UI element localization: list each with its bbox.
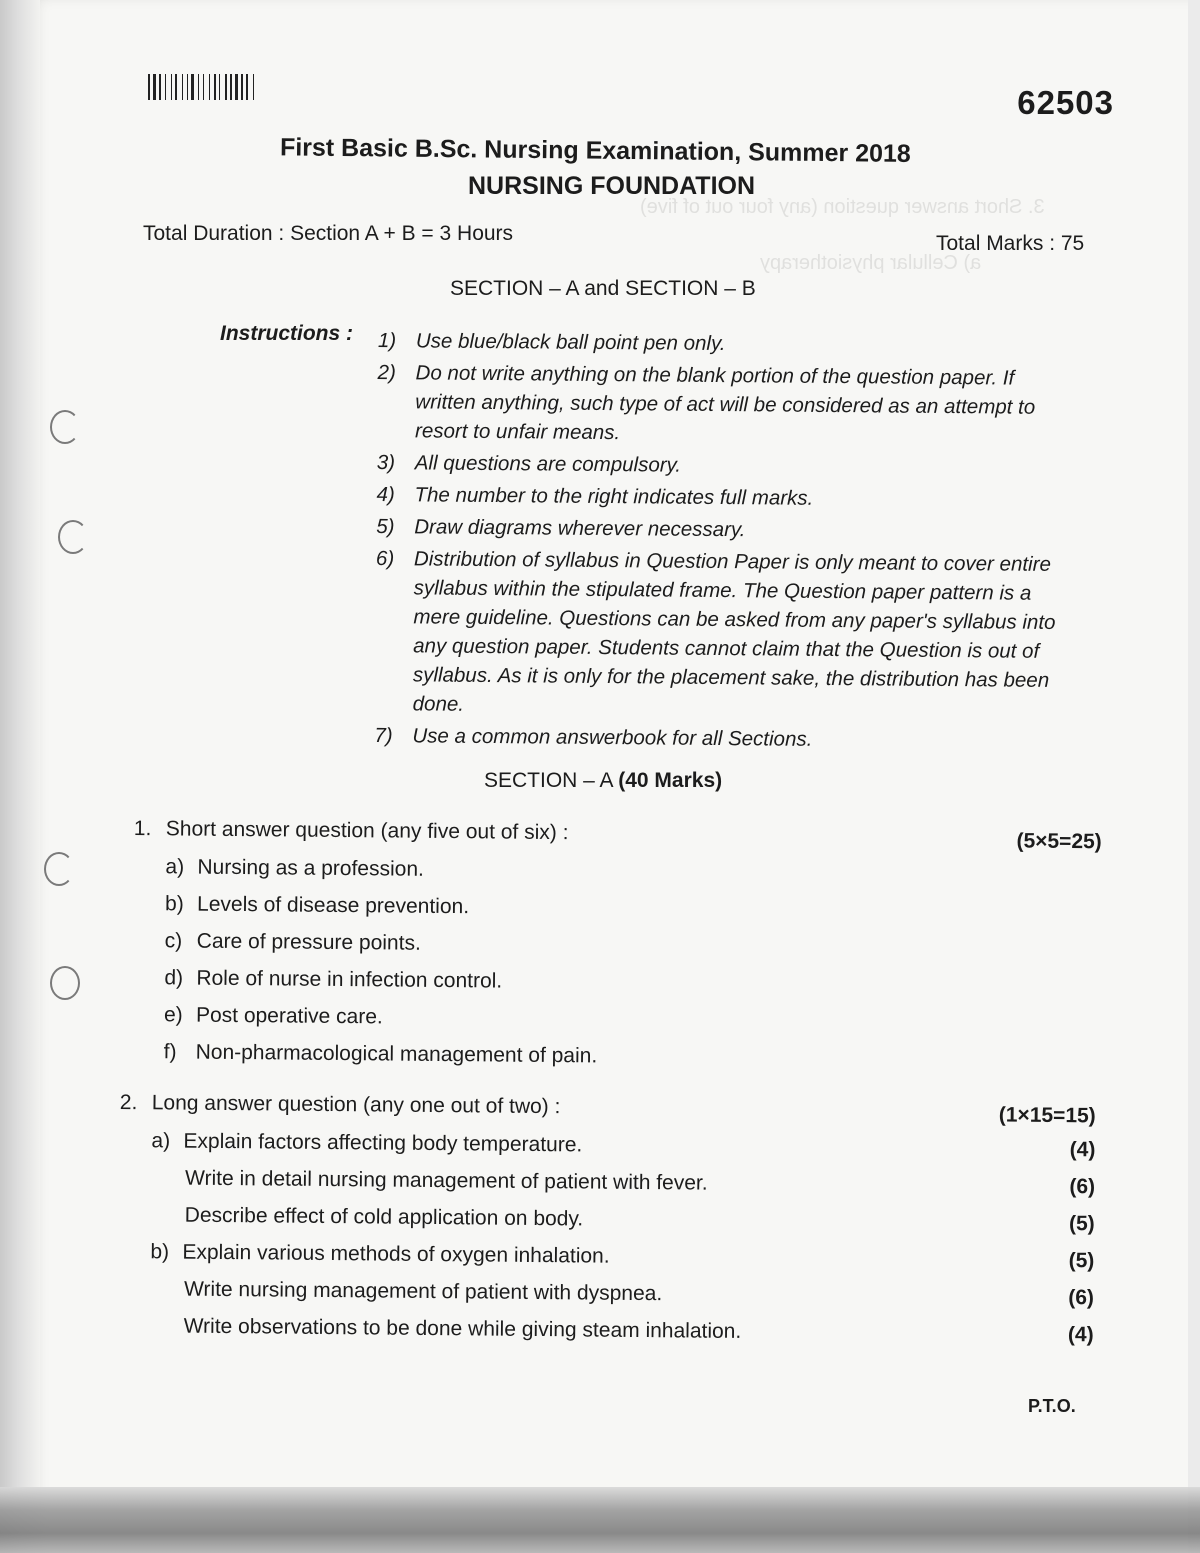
sub-question: Describe effect of cold application on body. (5) — [119, 1196, 1095, 1242]
scan-left-edge — [0, 0, 40, 1553]
sub-question: a) Nursing as a profession. — [165, 855, 425, 881]
punch-hole-mark — [58, 520, 88, 554]
sub-question: c) Care of pressure points. — [164, 929, 421, 955]
sub-question: d) Role of nurse in infection control. — [164, 966, 503, 993]
instruction-item: 4) The number to the right indicates full marks. — [376, 483, 814, 510]
question-text: Short answer question (any five out of six) : — [165, 817, 569, 845]
exam-title: First Basic B.Sc. Nursing Examination, Summer 2018 — [279, 133, 911, 168]
sub-question-marks: (5) — [1068, 1249, 1095, 1273]
instruction-item: 7) Use a common answerbook for all Sections. — [374, 724, 813, 751]
instruction-item: 3) All questions are compulsory. — [376, 451, 682, 477]
sub-question: e) Post operative care. — [163, 1003, 383, 1029]
barcode-bar — [235, 74, 238, 100]
question-1 — [132, 810, 1102, 1079]
punch-hole-mark — [50, 410, 80, 444]
sub-question: a) Explain factors affecting body temperature. (4) — [119, 1122, 1095, 1168]
paper-code: 62503 — [1017, 84, 1114, 121]
bleed-through-text: a) Cellular physiotherapy — [760, 252, 982, 274]
barcode-bar — [209, 74, 210, 100]
barcode-bar — [187, 74, 188, 100]
barcode-bar — [230, 74, 232, 100]
barcode-bar — [214, 74, 216, 100]
question-marks: (1×15=15) — [998, 1103, 1096, 1128]
question-text: Long answer question (any one out of two) : — [151, 1091, 561, 1119]
instruction-text: Do not write anything on the blank portion of the question paper. If written anything, such type of act will be considered as an attempt to resort to unfair means. — [414, 361, 1036, 445]
barcode-bar — [153, 74, 156, 100]
instruction-item: 1) Use blue/black ball point pen only. — [377, 329, 726, 356]
barcode-bar — [246, 74, 248, 100]
instruction-item: 2) Do not write anything on the blank portion of the question paper. If written anything, such type of act will be considered as an attempt to resort to unfair means. — [377, 361, 1036, 445]
barcode-bar — [203, 74, 204, 100]
instructions-label: Instructions : — [220, 322, 354, 345]
barcode-bar — [198, 74, 199, 100]
sections-heading: SECTION – A and SECTION – B — [450, 277, 756, 300]
barcode-bar — [191, 74, 194, 100]
barcode-bar — [241, 74, 243, 100]
sub-question-marks: (5) — [1068, 1212, 1095, 1236]
total-marks: Total Marks : 75 — [936, 232, 1085, 255]
instruction-text: The number to the right indicates full marks. — [414, 483, 814, 510]
instruction-text: All questions are compulsory. — [414, 451, 682, 477]
question-2-items — [118, 1122, 1096, 1353]
instructions-list — [372, 326, 1068, 759]
barcode-bar — [148, 74, 150, 100]
barcode-bar — [165, 74, 166, 100]
pto-note: P.T.O. — [1028, 1396, 1076, 1416]
section-a-title: SECTION – A — [484, 769, 613, 792]
subject-title: NURSING FOUNDATION — [468, 172, 756, 200]
instruction-item: 6) Distribution of syllabus in Question Paper is only meant to cover entire syllabus within the stipulated frame. The Question paper pattern is a mere guideline. Questions can be asked from any paper's syllabus into any question paper. Students cannot claim that the Question is out of syllabus. As it is only for the placement sake, the distribution has been done. — [375, 547, 1056, 716]
barcode-bar — [175, 74, 177, 100]
instruction-item: 5) Draw diagrams wherever necessary. — [376, 515, 746, 542]
instruction-text: Use a common answerbook for all Sections. — [412, 724, 813, 751]
sub-question-marks: (6) — [1069, 1175, 1096, 1199]
barcode-bar — [219, 74, 220, 100]
barcode-bar — [253, 74, 254, 100]
question-marks: (5×5=25) — [1016, 829, 1102, 854]
instruction-text: Distribution of syllabus in Question Paper is only meant to cover entire syllabus within the stipulated frame. The Question paper pattern is a mere guideline. Questions can be asked from any paper's syllabus into any question paper. Students cannot claim that the Question is out of syllabus. As it is only for the placement sake, the distribution has been done. — [412, 547, 1056, 716]
sub-question-marks: (4) — [1067, 1323, 1094, 1347]
sub-question: Write observations to be done while giving steam inhalation. (4) — [118, 1307, 1094, 1353]
scan-bottom-shadow — [0, 1487, 1200, 1553]
punch-hole-mark — [50, 966, 80, 1000]
question-number: 2. — [119, 1090, 138, 1115]
barcode-bar — [159, 74, 161, 100]
instruction-text: Use blue/black ball point pen only. — [415, 329, 726, 356]
section-a-marks: (40 Marks) — [618, 769, 723, 792]
bleed-through-text: 3. Short answer question (any four out of five) — [640, 196, 1045, 218]
question-number: 1. — [133, 816, 152, 841]
sub-question: Write nursing management of patient with dyspnea. (6) — [118, 1270, 1094, 1316]
section-a-heading — [484, 769, 722, 793]
punch-hole-mark — [44, 852, 74, 886]
sub-question: b) Explain various methods of oxygen inhalation. (5) — [118, 1233, 1094, 1279]
instruction-text: Draw diagrams wherever necessary. — [414, 515, 746, 542]
sub-question: f) Non-pharmacological management of pain. — [163, 1040, 598, 1068]
barcode-bar — [182, 74, 183, 100]
sub-question: Write in detail nursing management of patient with fever. (6) — [119, 1159, 1095, 1205]
question-2 — [118, 1084, 1096, 1353]
sub-question-marks: (4) — [1069, 1138, 1096, 1162]
barcode-bar — [225, 74, 227, 100]
total-duration: Total Duration : Section A + B = 3 Hours — [143, 222, 514, 245]
question-1-items — [132, 848, 1102, 1079]
barcode — [148, 74, 302, 100]
barcode-bar — [171, 74, 172, 100]
sub-question-marks: (6) — [1068, 1286, 1095, 1310]
sub-question: b) Levels of disease prevention. — [164, 892, 470, 919]
